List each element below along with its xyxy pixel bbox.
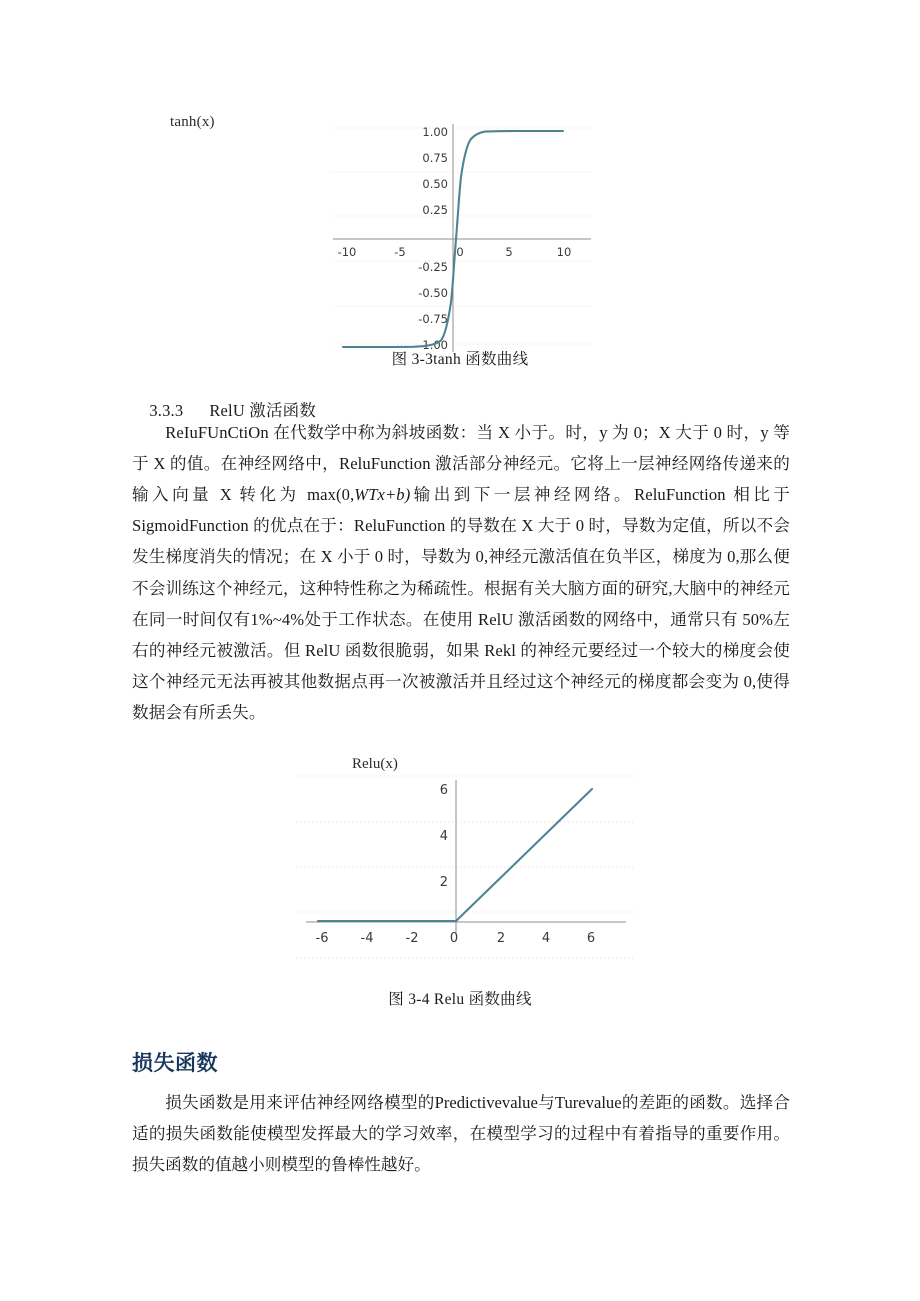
svg-text:0: 0: [449, 931, 459, 946]
relu-chart: [296, 762, 636, 977]
svg-text:-0.50: -0.50: [418, 286, 448, 300]
relu-y-ticks: [440, 783, 448, 890]
tanh-axis-label: tanh(x): [170, 114, 215, 130]
relu-formula-italic: WTx+b): [354, 485, 411, 504]
section-number: 3.3.3: [149, 401, 184, 420]
relu-svg: [296, 762, 636, 977]
svg-text:6: 6: [439, 783, 448, 798]
svg-text:-0.25: -0.25: [418, 260, 448, 274]
svg-text:1.00: 1.00: [422, 125, 448, 139]
relu-formula-plain: max(0,: [307, 485, 355, 504]
relu-curve: [318, 789, 592, 921]
paragraph-relu: [132, 417, 790, 729]
svg-text:0: 0: [456, 245, 464, 259]
tanh-svg: [333, 116, 591, 356]
svg-text:-5: -5: [394, 245, 406, 259]
loss-function-heading: 损失函数: [132, 1052, 218, 1076]
figure-relu: [0, 752, 920, 982]
svg-text:5: 5: [505, 245, 513, 259]
svg-text:6: 6: [586, 931, 596, 946]
figure-tanh: [0, 100, 920, 370]
svg-text:-6: -6: [315, 931, 329, 946]
relu-text-before-formula: ReIuFUnCtiOn 在代数学中称为斜坡函数：当 X 小于。时，y 为 0；X 大于 0 时，y 等于 X 的值。在神经网络中，ReluFunction 激活部分神经元。它将上一层神经网络传递来的输入向量 X 转化为: [132, 422, 790, 504]
svg-text:2: 2: [496, 931, 506, 946]
relu-x-ticks: [316, 931, 596, 946]
figure-tanh-caption: 图 3-3tanh 函数曲线: [391, 351, 529, 368]
svg-text:-4: -4: [360, 931, 374, 946]
svg-text:-2: -2: [405, 931, 419, 946]
relu-text-after-formula: 输出到下一层神经网络。ReluFunction 相比于 SigmoidFunction 的优点在于：ReluFunction 的导数在 X 大于 0 时，导数为定值，所以不会发生梯度消失的情况；在 X 小于 0 时，导数为 0,神经元激活值在负半区，梯度为 0,那么便不会训练这个神经元，这种特性称之为稀疏性。根据有关大脑方面的研究,大脑中的神经元在同一时间仅有1%~4%处于工作状态。在使用 RelU 激活函数的网络中，通常只有 50%左右的神经元被激活。但 RelU 函数很脆弱，如果 Rekl 的神经元要经过一个较大的梯度会使这个神经元无法再被其他数据点再一次被激活并且经过这个神经元的梯度都会变为 0,使得数据会有所丢失。: [132, 485, 790, 723]
tanh-chart: [333, 116, 591, 356]
svg-text:0.25: 0.25: [422, 203, 448, 217]
tanh-grid: [333, 128, 591, 344]
relu-axis-label: Relu(x): [352, 756, 398, 772]
svg-text:-1.00: -1.00: [418, 338, 448, 352]
svg-text:4: 4: [541, 931, 551, 946]
svg-text:0.75: 0.75: [422, 151, 448, 165]
svg-text:2: 2: [439, 875, 448, 890]
section-title: RelU 激活函数: [209, 401, 317, 420]
svg-text:-0.75: -0.75: [418, 312, 448, 326]
paragraph-loss-function: 损失函数是用来评估神经网络模型的Predictivevalue与Turevalue的差距的函数。选择合适的损失函数能使模型发挥最大的学习效率，在模型学习的过程中有着指导的重要作用。损失函数的值越小则模型的鲁棒性越好。: [132, 1092, 790, 1174]
svg-text:10: 10: [556, 245, 572, 259]
figure-relu-caption: 图 3-4 Relu 函数曲线: [388, 991, 532, 1008]
svg-text:0.50: 0.50: [422, 177, 448, 191]
relu-grid: [296, 776, 636, 958]
svg-text:4: 4: [439, 829, 448, 844]
svg-text:-10: -10: [337, 245, 357, 259]
